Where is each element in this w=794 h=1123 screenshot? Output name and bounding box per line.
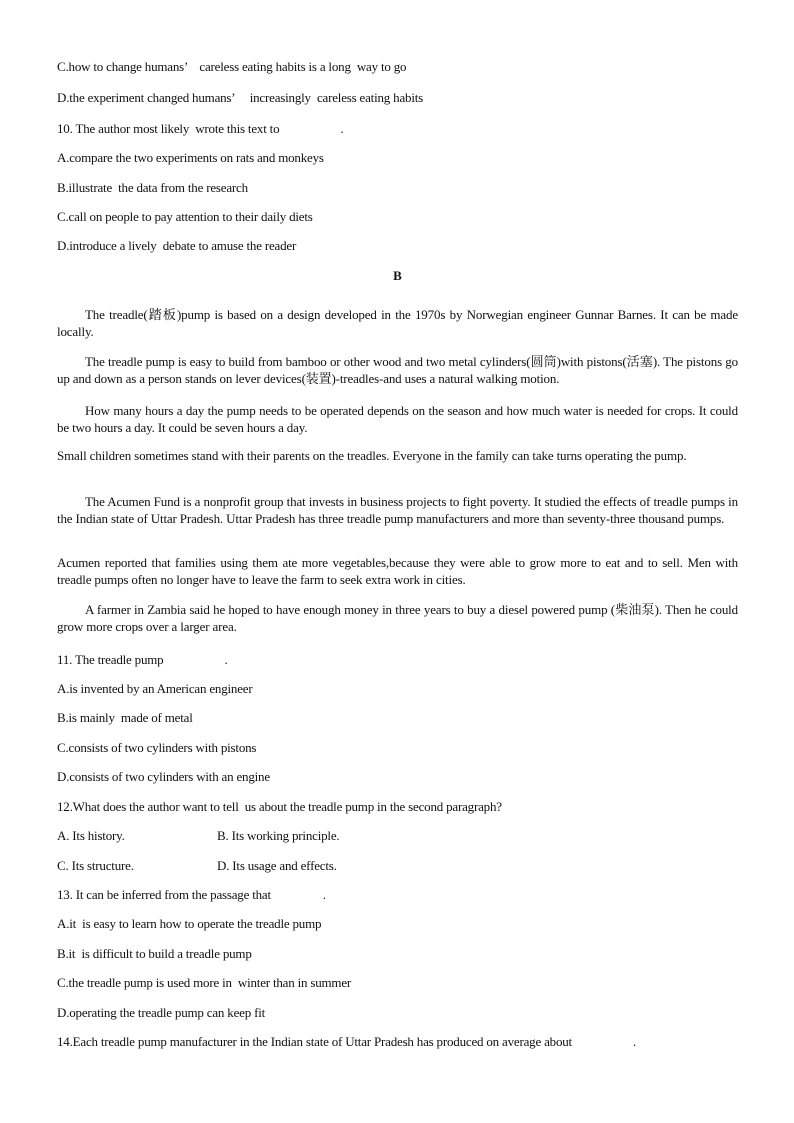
question-10-stem: 10. The author most likely wrote this text to .: [57, 121, 344, 136]
question-13-stem: 13. It can be inferred from the passage that .: [57, 887, 326, 902]
question-11-option-b: B.is mainly made of metal: [57, 710, 193, 725]
passage-paragraph-5: The Acumen Fund is a nonprofit group that invests in business projects to fight poverty. It studied the effects of treadle pumps in the Indian state of Uttar Pradesh. Uttar Pradesh has three treadle pump manufacturers and more than seventy-three thousand pumps.: [57, 494, 738, 526]
question-10-option-a: A.compare the two experiments on rats and monkeys: [57, 150, 324, 165]
question-13-option-c: C.the treadle pump is used more in winter than in summer: [57, 975, 352, 990]
passage-paragraph-1: The treadle(踏板)pump is based on a design developed in the 1970s by Norwegian engineer Gunnar Barnes. It can be made locally.: [57, 307, 738, 339]
question-13-option-a: A.it is easy to learn how to operate the treadle pump: [57, 916, 322, 931]
question-10-option-d: D.introduce a lively debate to amuse the reader: [57, 238, 297, 253]
passage-paragraph-4: Small children sometimes stand with their parents on the treadles. Everyone in the family can take turns operating the pump.: [57, 448, 687, 463]
question-13-option-d: D.operating the treadle pump can keep fit: [57, 1005, 266, 1020]
option-d-prev: D.the experiment changed humans’ increasingly careless eating habits: [57, 90, 423, 105]
passage-paragraph-2: The treadle pump is easy to build from bamboo or other wood and two metal cylinders(圆筒)with pistons(活塞). The pistons go up and down as a person stands on lever devices(装置)-treadles-and uses a natural walking motion.: [57, 354, 738, 386]
question-12-option-c: C. Its structure.: [57, 858, 134, 873]
question-13-option-b: B.it is difficult to build a treadle pump: [57, 946, 252, 961]
question-11-option-d: D.consists of two cylinders with an engine: [57, 769, 270, 784]
question-11-option-a: A.is invented by an American engineer: [57, 681, 253, 696]
question-11-option-c: C.consists of two cylinders with pistons: [57, 740, 257, 755]
option-c-prev: C.how to change humans’ careless eating habits is a long way to go: [57, 59, 407, 74]
question-12-option-d: D. Its usage and effects.: [217, 858, 337, 873]
question-10-option-b: B.illustrate the data from the research: [57, 180, 248, 195]
section-heading: B: [393, 268, 402, 283]
passage-paragraph-3: How many hours a day the pump needs to be operated depends on the season and how much water is needed for crops. It could be two hours a day. It could be seven hours a day.: [57, 403, 738, 435]
question-12-option-a: A. Its history.: [57, 828, 125, 843]
question-14-stem: 14.Each treadle pump manufacturer in the Indian state of Uttar Pradesh has produced on average about .: [57, 1034, 637, 1049]
question-12-stem: 12.What does the author want to tell us about the treadle pump in the second paragraph?: [57, 799, 502, 814]
question-12-option-b: B. Its working principle.: [217, 828, 340, 843]
passage-paragraph-7: A farmer in Zambia said he hoped to have enough money in three years to buy a diesel powered pump (柴油泵). Then he could grow more crops over a larger area.: [57, 602, 738, 634]
passage-paragraph-6: Acumen reported that families using them ate more vegetables,because they were able to grow more to eat and to sell. Men with treadle pumps often no longer have to leave the farm to seek extra work in cities.: [57, 555, 738, 587]
question-11-stem: 11. The treadle pump .: [57, 652, 228, 667]
question-10-option-c: C.call on people to pay attention to their daily diets: [57, 209, 313, 224]
